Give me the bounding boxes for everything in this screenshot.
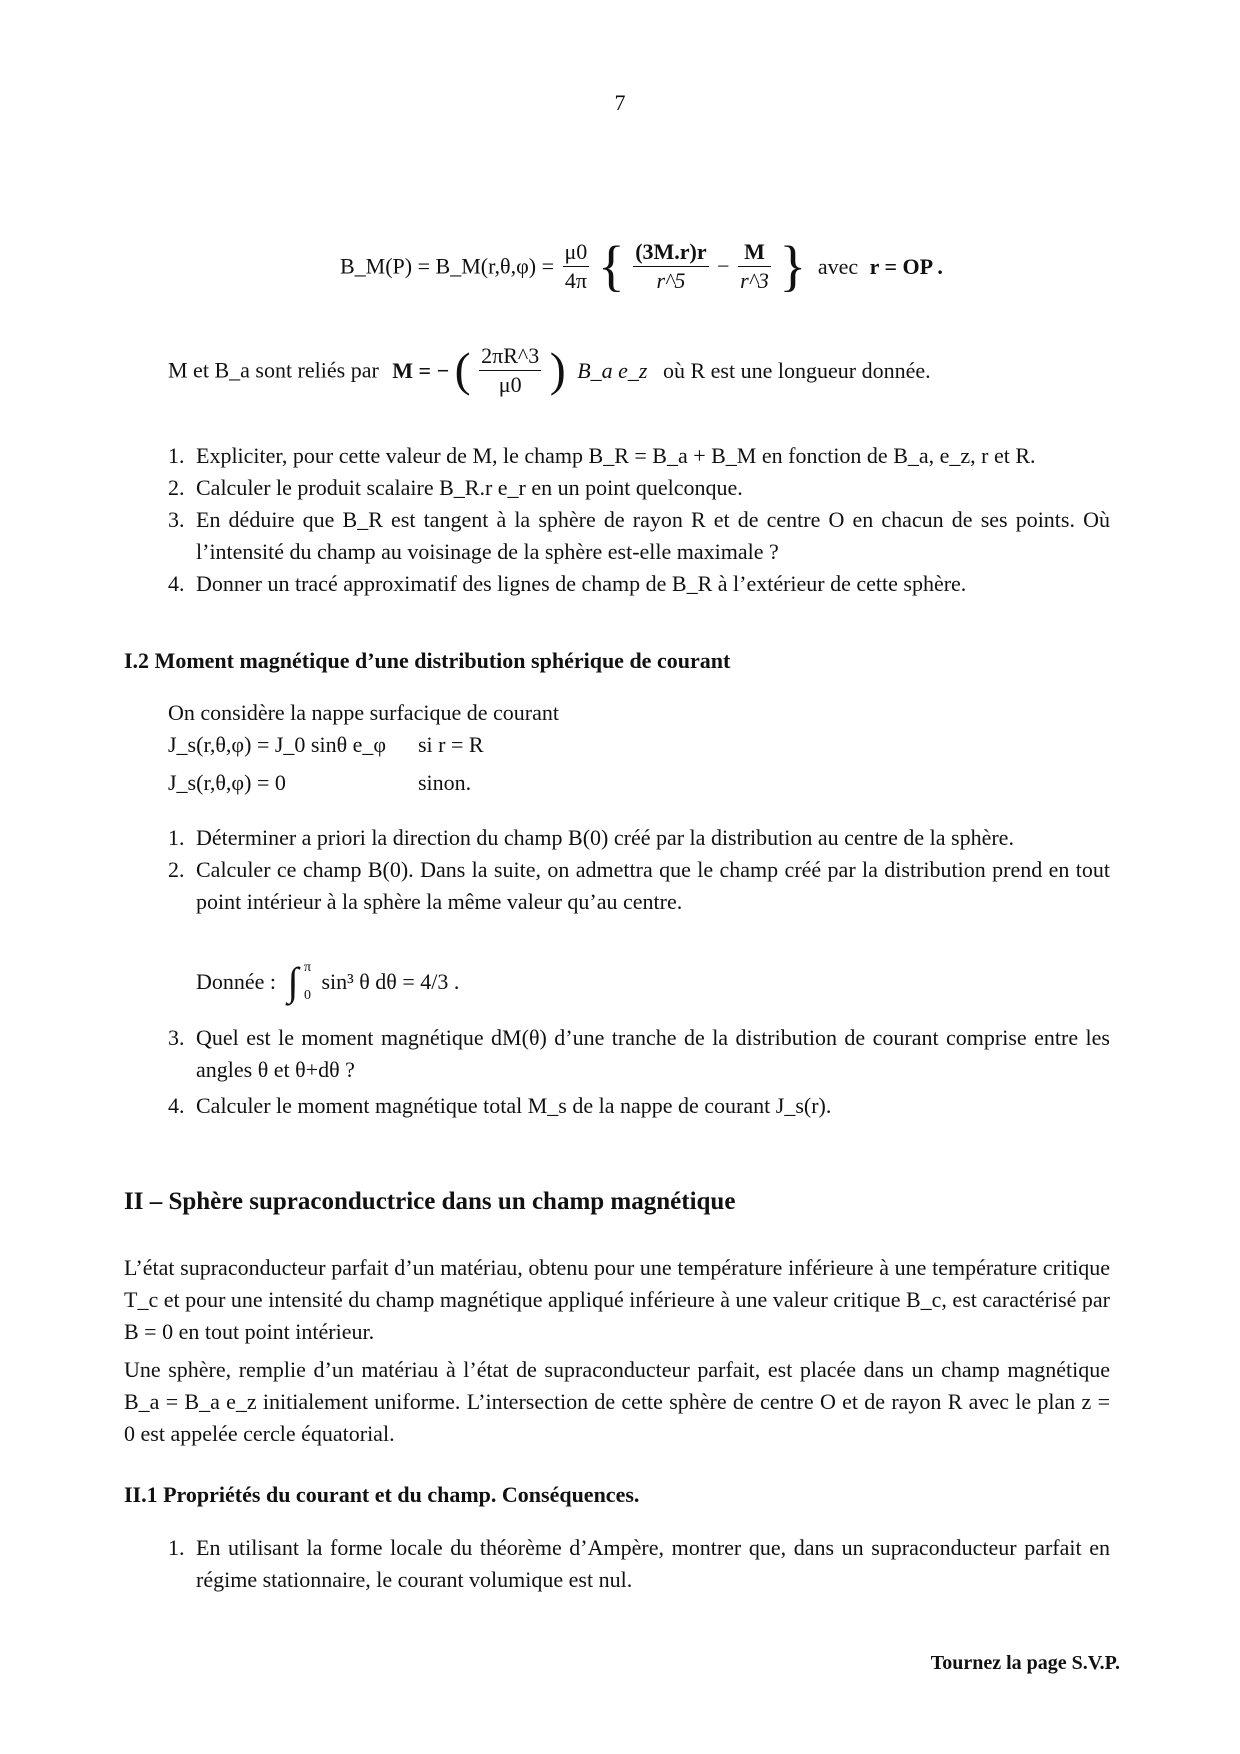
section-ii-heading: II – Sphère supraconductrice dans un champ magnétique [124,1188,736,1215]
term2-denominator: r^3 [740,268,769,293]
list-item: 4. Donner un tracé approximatif des lignes de champ de B_R à l’extérieur de cette sphère. [168,571,967,596]
list-item: 1. Expliciter, pour cette valeur de M, le champ B_R = B_a + B_M en fonction de B_a, e_z, r et R. [168,443,1036,468]
current-def-1-lhs: J_s(r,θ,φ) = J_0 sinθ e_φ [168,732,387,757]
page-number: 7 [614,90,626,115]
term2-numerator: M [738,238,771,267]
integral-lower-bound: 0 [304,988,311,1003]
section-ii1-heading: II.1 Propriétés du courant et du champ. Conséquences. [124,1482,640,1507]
list-item: 3. Quel est le moment magnétique dM(θ) d’une tranche de la distribution de courant comprise entre les angles θ et θ+dθ ? [168,1025,1110,1082]
part1-question-list [168,440,1110,600]
current-def-2 [168,770,688,796]
moment-frac-numerator: 2πR^3 [479,342,541,371]
moment-relation: M et B_a sont reliés par M = − ( $\frac{2\pi R\^{}3}{\mu 0}$ ) B_a e_z où R est une longueur donnée. [168,343,931,397]
section-ii-paragraph-2: Une sphère, remplie d’un matériau à l’état de supraconducteur parfait, est placée dans un champ magnétique B_a = B_a e_z initialement uniforme. L’intersection de cette sphère de centre O et de rayon R avec le plan z = 0 est appelée cercle équatorial. [124,1357,1110,1446]
integral-sign: ∫ [287,959,299,1004]
moment-lhs: M = − [392,357,450,383]
section-ii-paragraph-1: L’état supraconducteur parfait d’un matériau, obtenu pour une température inférieure à une température critique T_c et pour une intensité du champ magnétique appliqué inférieure à une valeur critique B_c, est caractérisé par B = 0 en tout point intérieur. [124,1255,1110,1344]
list-item: 4. Calculer le moment magnétique total M_s de la nappe de courant J_s(r). [168,1093,832,1118]
moment-fraction [479,342,541,399]
list-item: 2. Calculer ce champ B(0). Dans la suite, on admettra que le champ créé par la distribution prend en tout point intérieur à la sphère la même valeur qu’au centre. [168,857,1110,914]
list-item: 3. En déduire que B_R est tangent à la sphère de rayon R et de centre O en chacun de ses points. Où l’intensité du champ au voisinage de la sphère est-elle maximale ? [168,507,1110,564]
current-def-2-cond: sinon. [418,770,472,795]
i2-question-list-b [168,1022,1110,1122]
integral-body: sin³ θ dθ = 4/3 . [321,969,460,994]
integral-given [196,954,459,1010]
integral-upper-bound: π [304,960,312,975]
left-brace: { [597,235,625,298]
mu0-over-4pi [563,238,590,295]
dipole-field-equation: B_M(P) = B_M(r,θ,φ) = $\frac{\mu 0}{4\pi}$ { $\frac{(3M.r)r}{r\^{}5}$ − $\frac{M}{r\^{}3}$ } avec r = OP . [340,235,943,298]
moment-frac-denominator: μ0 [498,372,522,397]
term1-numerator: (3M.r)r [633,238,708,267]
list-item: 1. En utilisant la forme locale du théorème d’Ampère, montrer que, dans un supraconducteur parfait en régime stationnaire, le courant volumique est nul. [168,1535,1110,1592]
current-def-1-cond: si r = R [418,732,484,757]
section-i2-heading: I.2 Moment magnétique d’une distribution sphérique de courant [124,648,731,673]
r-definition: r = OP . [869,253,943,279]
list-item: 2. Calculer le produit scalaire B_R.r e_r en un point quelconque. [168,475,743,500]
term1-fraction [633,238,708,295]
term1-denominator: r^5 [656,268,686,293]
page-footer: Tournez la page S.V.P. [930,1652,1120,1674]
current-def-1 [168,732,688,758]
moment-rhs: B_a e_z [577,357,648,383]
ii1-question-list [168,1532,1110,1596]
list-item: 1. Déterminer a priori la direction du champ B(0) créé par la distribution au centre de la sphère. [168,825,1014,850]
avec-word: avec [817,253,859,279]
i2-question-list-a [168,822,1110,918]
current-def-2-lhs: J_s(r,θ,φ) = 0 [168,770,286,795]
moment-tail: où R est une longueur donnée. [662,357,931,383]
term2-fraction [738,238,771,295]
current-sheet-intro: On considère la nappe surfacique de courant [168,700,559,725]
coef-denominator: 4π [564,268,587,293]
moment-intro: M et B_a sont reliés par [168,357,379,383]
right-brace: } [779,235,807,298]
donnee-label: Donnée : [196,969,277,994]
dipole-field-lhs: B_M(P) = B_M(r,θ,φ) = [340,253,555,279]
coef-numerator: μ0 [563,238,590,267]
